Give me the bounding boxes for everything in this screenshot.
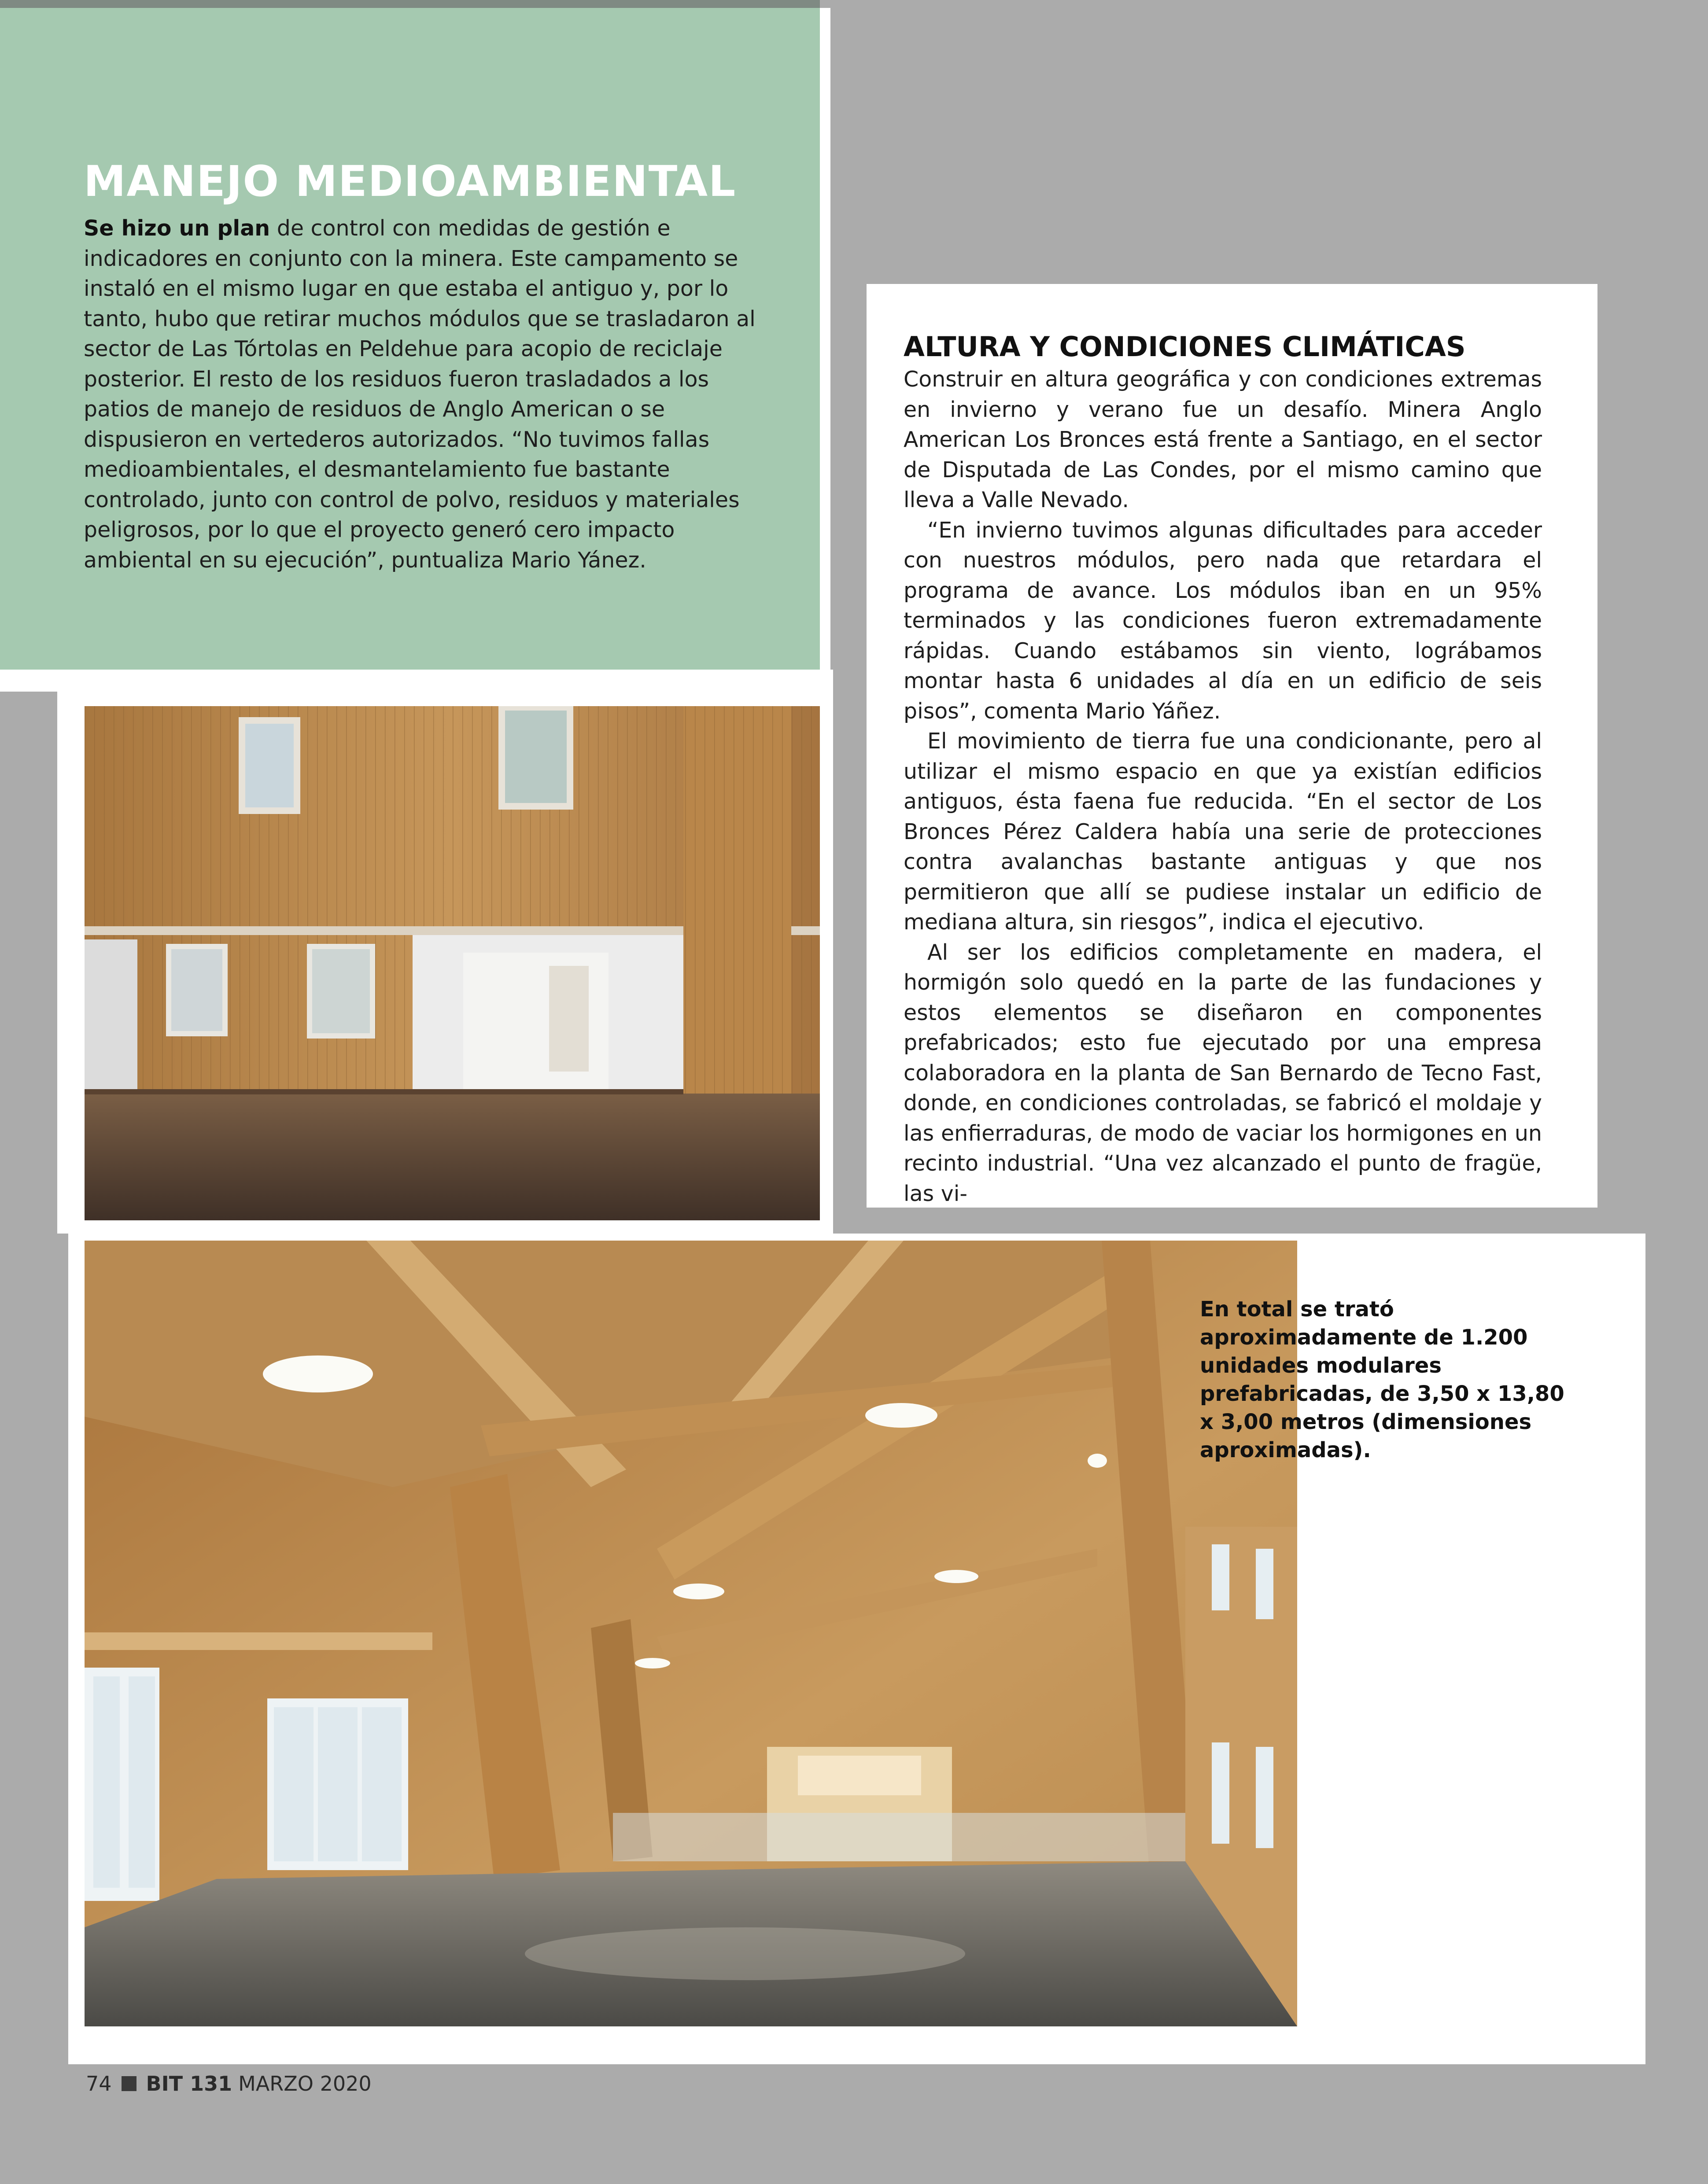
photo-frame-top (0, 670, 833, 692)
climate-paragraph-4: Al ser los edificios completamente en madera, el hormigón solo quedó en la parte de las fundaciones y estos elementos se diseñaron en componentes prefabricados; esto fue ejecutado por una empresa colaboradora en la planta de San Bernardo de Tecno Fast, donde, en condiciones controladas, se fabricó el moldaje y las enfierraduras, de modo de vaciar los hormigones en un recinto industrial. “Una vez alcanzado el punto de fragüe, las vi- (904, 939, 1542, 1206)
top-rule (0, 0, 820, 8)
climate-paragraph-2: “En invierno tuvimos algunas dificultades para acceder con nuestros módulos, pero nada que retardara el programa de avance. Los módulos iban en un 95% terminados y las condiciones fueron extremadamente rápidas. Cuando estábamos sin viento, lográbamos montar hasta 6 unidades al día en un edificio de seis pisos”, comenta Mario Yáñez. (904, 517, 1542, 724)
environment-lead: Se hizo un plan (84, 216, 270, 241)
section-heading-climate: ALTURA Y CONDICIONES CLIMÁTICAS (904, 331, 1466, 363)
climate-paragraph-3: El movimiento de tierra fue una condicionante, pero al utilizar el mismo espacio en que ya existían edificios antiguos, ésta faena fue reducida. “En el sector de Los Bronces Pérez Caldera había una serie de protecciones contra avalanchas bastante antiguas y que nos permitieron que allí se pudiese instalar un edificio de mediana altura, sin riesgos”, indica el ejecutivo. (904, 729, 1542, 935)
interior-photo-2 (85, 1241, 1297, 2026)
panel-edge (820, 8, 830, 670)
photo-caption: En total se trató aproximadamente de 1.200 unidades modulares prefabricadas, de 3,50 x 13,80 x 3,00 metros (dimensiones aproximadas). (1200, 1297, 1564, 1462)
magazine-issue: BIT 131 (146, 2072, 232, 2096)
page-footer (86, 2070, 372, 2097)
climate-body (904, 365, 1542, 1209)
environment-text: de control con medidas de gestión e indicadores en conjunto con la minera. Este campamento se instaló en el mismo lugar en que estaba el antiguo y, por lo tanto, hubo que retirar muchos módulos que se trasladaron al sector de Las Tórtolas en Peldehue para acopio de reciclaje posterior. El resto de los residuos fueron trasladados a los patios de manejo de residuos de Anglo American o se dispusieron en vertederos autorizados. “No tuvimos fallas medioambientales, el desmantelamiento fue bastante controlado, junto con control de polvo, residuos y materiales peligrosos, por lo que el proyecto generó cero impacto ambiental en su ejecución”, puntualiza Mario Yánez. (84, 216, 756, 573)
square-separator-icon (122, 2076, 136, 2091)
page-number: 74 (86, 2072, 112, 2096)
climate-paragraph-1: Construir en altura geográfica y con condiciones extremas en invierno y verano fue un desafío. Minera Anglo American Los Bronces está frente a Santiago, en el sector de Disputada de Las Condes, por el mismo camino que lleva a Valle Nevado. (904, 367, 1542, 512)
interior-photo-1 (85, 706, 820, 1220)
issue-date: MARZO 2020 (238, 2072, 372, 2096)
section-heading-environment: MANEJO MEDIOAMBIENTAL (84, 157, 737, 206)
environment-body (84, 214, 762, 575)
